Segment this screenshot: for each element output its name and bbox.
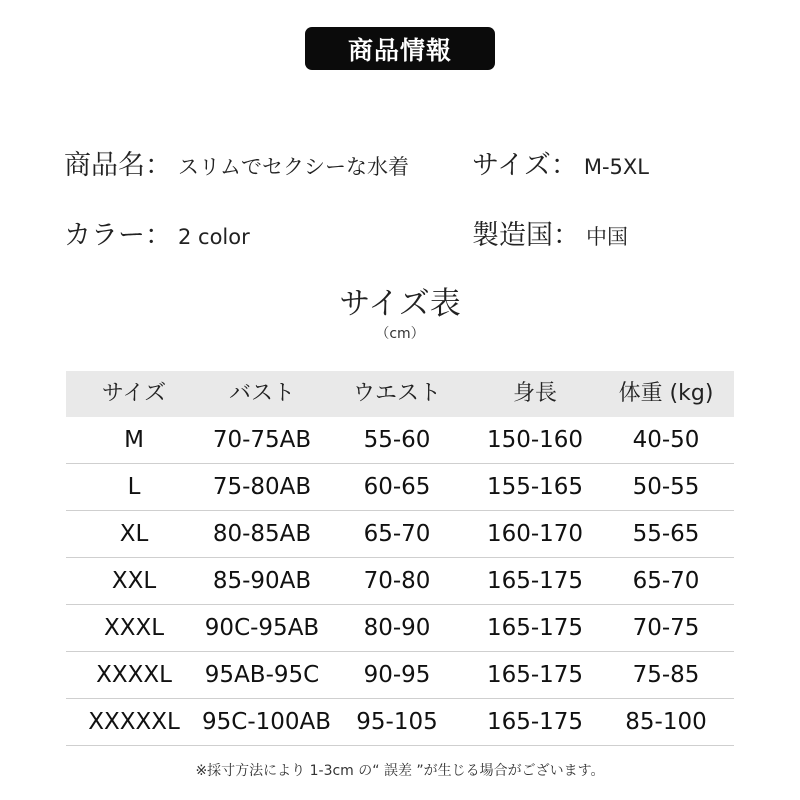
size-range-value: M-5XL (583, 155, 649, 179)
header-height: 身長 (512, 381, 557, 406)
cell-size: XL (119, 521, 149, 547)
cell-size: XXXXL (96, 662, 172, 688)
product-name-line (64, 143, 409, 182)
cell-bust: 95C-100AB (202, 709, 332, 735)
colon: ： (553, 220, 580, 251)
cell-waist: 80-90 (363, 615, 431, 641)
cell-height: 165-175 (486, 615, 584, 641)
product-name-label: 商品名 (64, 150, 145, 181)
cell-weight: 85-100 (625, 709, 707, 735)
table-row (66, 417, 734, 464)
cell-weight: 55-65 (632, 521, 700, 547)
cell-height: 150-160 (486, 427, 584, 453)
header-size: サイズ (101, 381, 167, 406)
cell-waist: 65-70 (363, 521, 431, 547)
size-table-header (66, 371, 734, 417)
table-row (66, 511, 734, 558)
origin-line (472, 213, 628, 252)
cell-waist: 95-105 (356, 709, 438, 735)
size-table-unit: （cm） (375, 326, 425, 342)
cell-waist: 60-65 (363, 474, 431, 500)
cell-bust: 75-80AB (212, 474, 312, 500)
table-row (66, 605, 734, 652)
cell-waist: 70-80 (363, 568, 431, 594)
origin-label: 製造国 (472, 220, 553, 251)
cell-bust: 70-75AB (212, 427, 312, 453)
cell-height: 160-170 (486, 521, 584, 547)
header-weight: 体重 (kg) (618, 381, 714, 406)
cell-waist: 55-60 (363, 427, 431, 453)
cell-weight: 70-75 (632, 615, 700, 641)
origin-value: 中国 (586, 225, 628, 249)
colon: ： (145, 150, 172, 181)
table-row (66, 558, 734, 605)
header-bust: バスト (228, 381, 295, 406)
cell-height: 155-165 (486, 474, 584, 500)
table-row (66, 652, 734, 699)
cell-weight: 40-50 (632, 427, 700, 453)
row-divider (66, 745, 734, 746)
cell-weight: 50-55 (632, 474, 700, 500)
cell-bust: 90C-95AB (204, 615, 320, 641)
cell-size: XXXL (103, 615, 165, 641)
table-row (66, 464, 734, 511)
cell-weight: 75-85 (632, 662, 700, 688)
cell-weight: 65-70 (632, 568, 700, 594)
size-table-title: サイズ表 (339, 286, 461, 322)
cell-size: M (124, 427, 144, 453)
cell-height: 165-175 (486, 709, 584, 735)
header-waist: ウエスト (352, 381, 441, 406)
cell-bust: 80-85AB (212, 521, 312, 547)
color-value: 2 color (178, 225, 250, 249)
cell-size: L (127, 474, 141, 500)
color-label: カラー (64, 220, 145, 251)
cell-height: 165-175 (486, 568, 584, 594)
product-name-value: スリムでセクシーな水着 (178, 155, 409, 179)
section-banner: 商品情報 (305, 27, 495, 70)
cell-bust: 85-90AB (212, 568, 312, 594)
color-line (64, 213, 250, 252)
cell-bust: 95AB-95C (204, 662, 320, 688)
size-range-label: サイズ (472, 150, 551, 181)
colon: ： (550, 150, 578, 181)
cell-waist: 90-95 (363, 662, 431, 688)
colon: ： (145, 220, 172, 251)
cell-size: XXXXXL (88, 709, 180, 735)
size-range-line (472, 143, 649, 182)
measurement-note: ※採寸方法により 1-3cm の“ 誤差 ”が生じる場合がございます。 (195, 763, 605, 779)
cell-height: 165-175 (486, 662, 584, 688)
table-row (66, 699, 734, 746)
cell-size: XXL (111, 568, 157, 594)
